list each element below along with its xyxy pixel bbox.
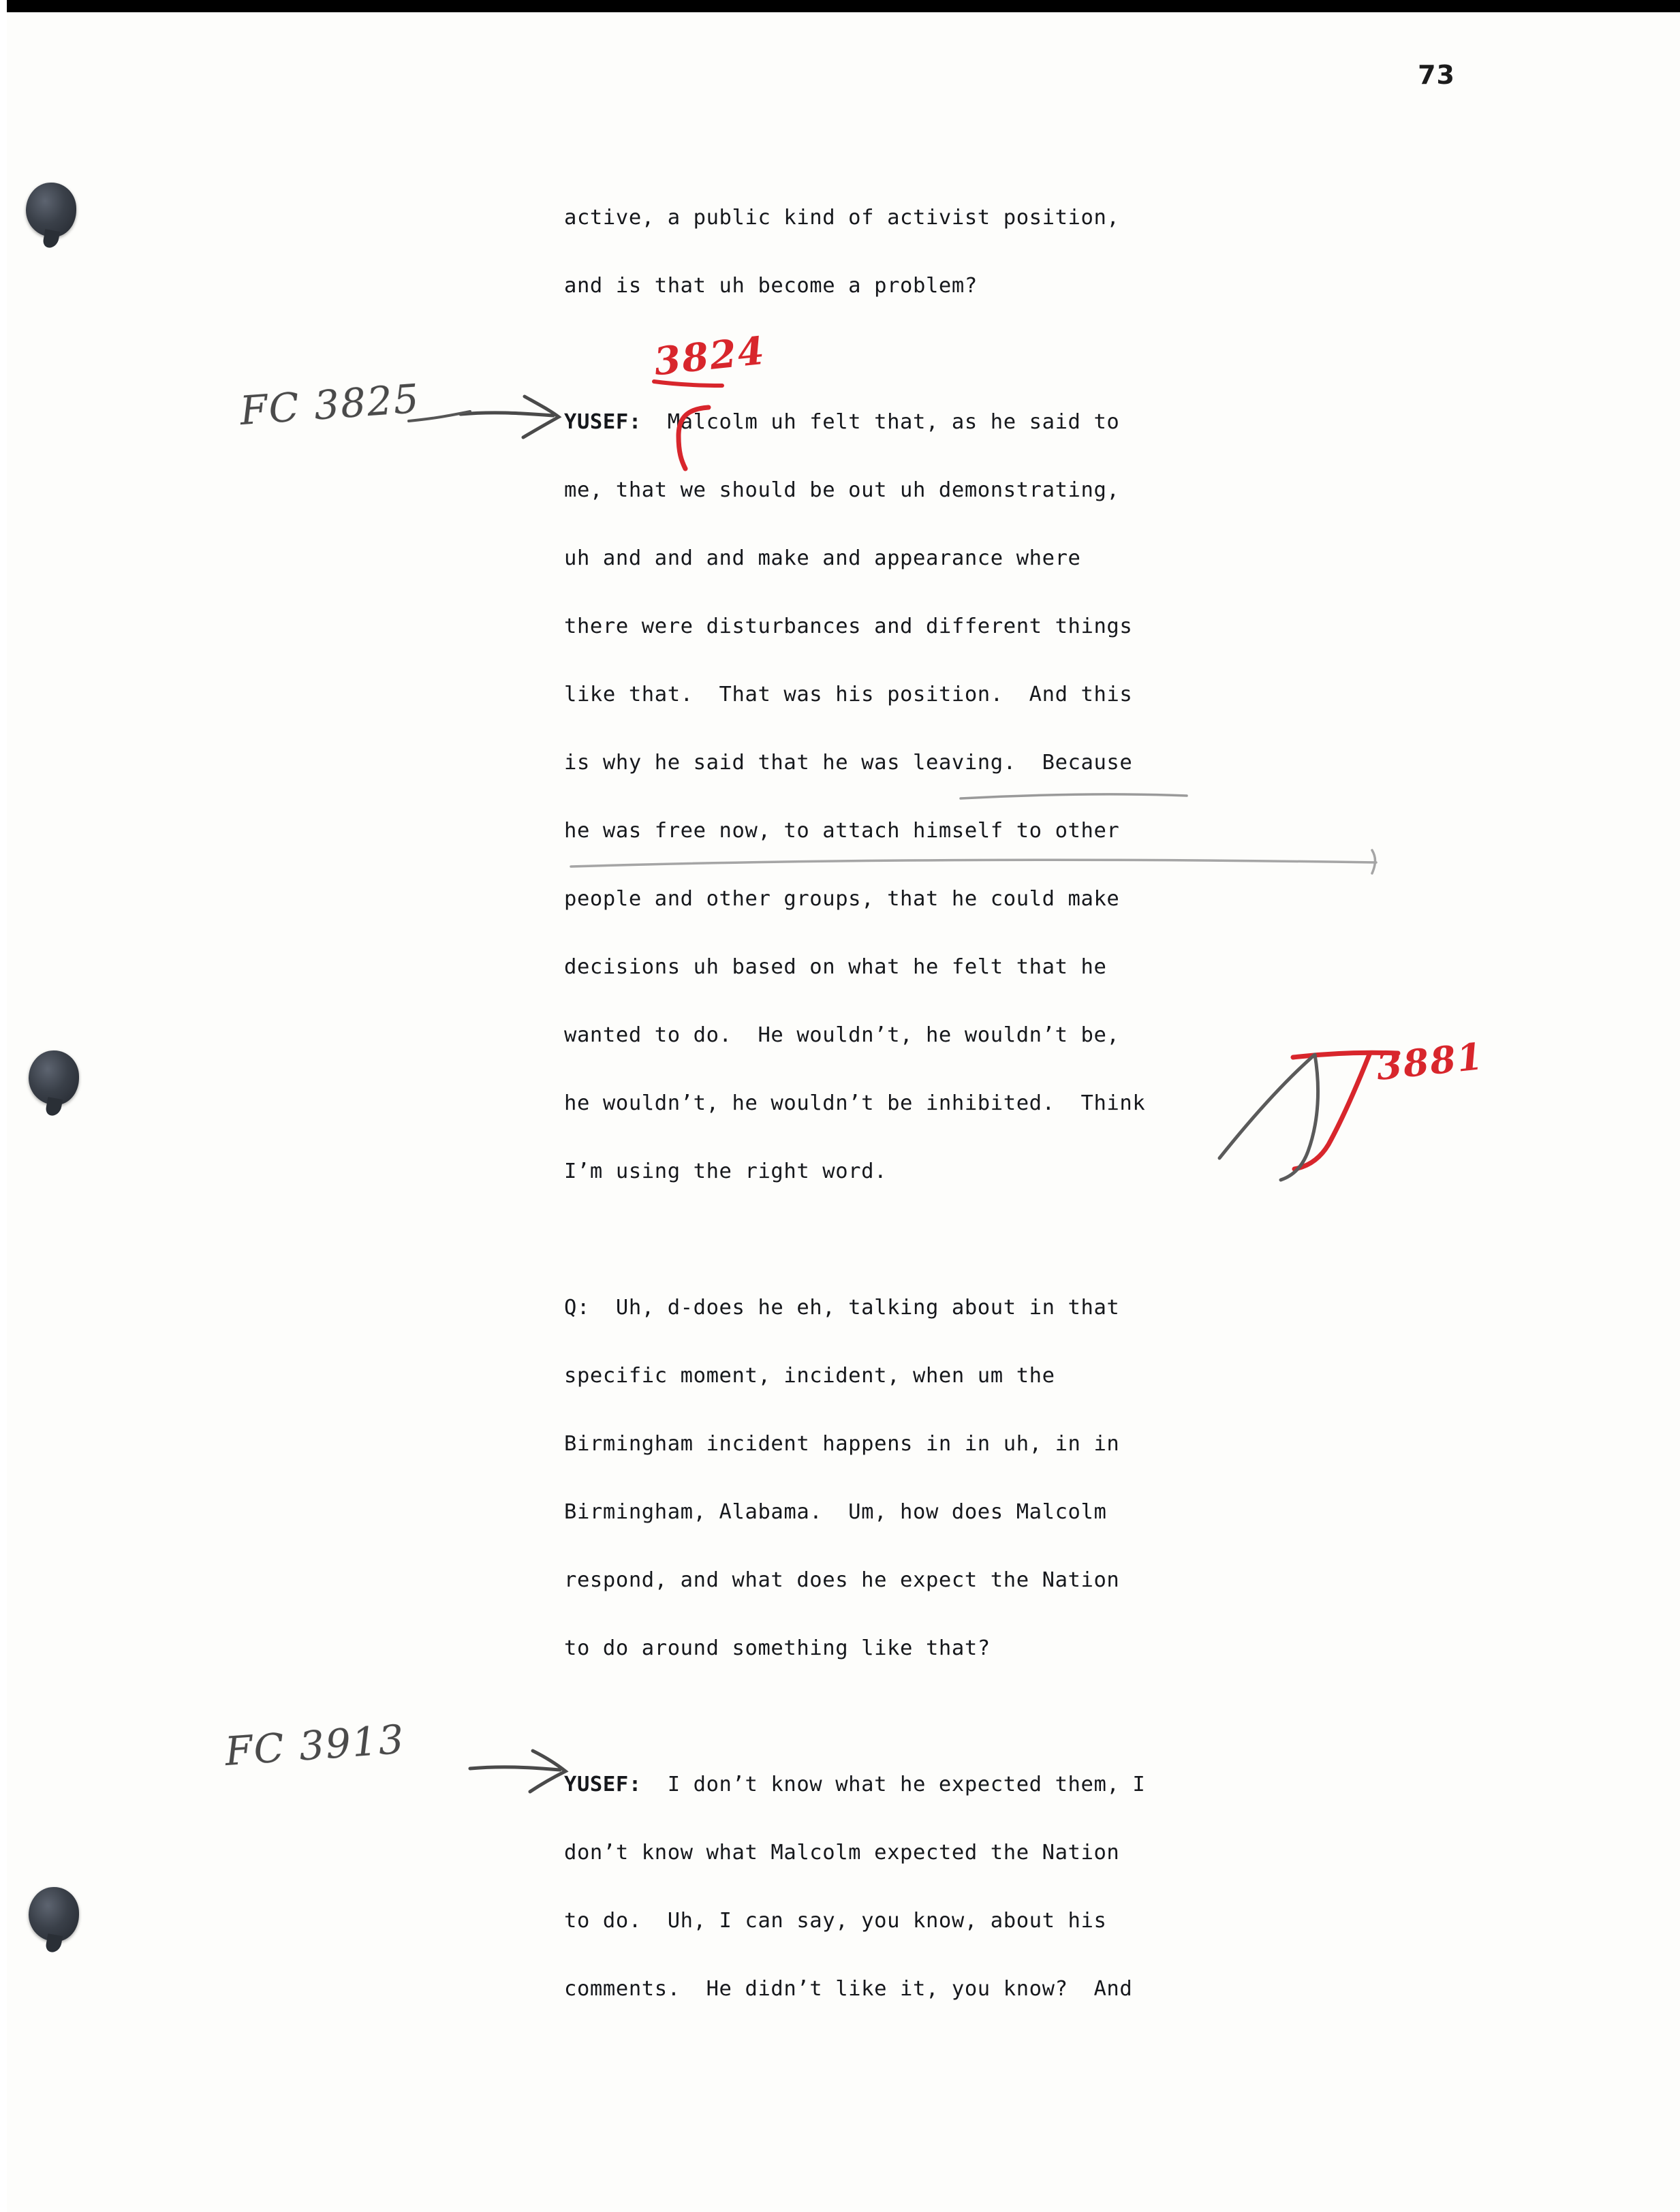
transcript-line: to do. Uh, I can say, you know, about his [564,1909,1107,1933]
transcript-line: is why he said that he was leaving. Because [564,751,1133,775]
transcript-line: respond, and what does he expect the Nation [564,1568,1120,1592]
transcript-line: like that. That was his position. And this [564,683,1133,706]
handwritten-annotation-3881: 3881 [1374,1033,1487,1089]
transcript-line: to do around something like that? [564,1636,991,1660]
transcript-line: Q: Uh, d-does he eh, talking about in that [564,1296,1120,1320]
transcript-line: decisions uh based on what he felt that he [564,955,1107,979]
transcript-line: Birmingham, Alabama. Um, how does Malcolm [564,1500,1107,1524]
binder-punch-hole [29,1050,79,1105]
transcript-line: he was free now, to attach himself to other [564,819,1120,843]
transcript-line-speaker [564,1751,1477,1819]
transcript-line: there were disturbances and different things [564,614,1133,638]
transcript-line-speaker [564,388,1477,456]
transcript-line: he wouldn’t, he wouldn’t be inhibited. Think [564,1091,1146,1115]
scan-edge-top [0,0,1680,12]
transcript-line: uh and and and make and appearance where [564,546,1081,570]
transcript-line: wanted to do. He wouldn’t, he wouldn’t be, [564,1023,1120,1047]
transcript-line: I’m using the right word. [564,1159,888,1183]
transcript-line: Birmingham incident happens in in uh, in in [564,1432,1120,1456]
transcript-line: and is that uh become a problem? [564,274,978,298]
transcript-line: people and other groups, that he could make [564,887,1120,911]
handwritten-annotation-fc3913: FC 3913 [223,1715,407,1775]
handwritten-annotation-fc3825: FC 3825 [238,375,422,435]
transcript-line: comments. He didn’t like it, you know? And [564,1977,1133,2001]
transcript-blank-line [564,1206,1477,1274]
scan-edge-left [0,0,7,2212]
transcript-line: specific moment, incident, when um the [564,1364,1055,1388]
speaker-label: YUSEF: [564,1773,642,1796]
transcript-blank-line [564,1683,1477,1751]
speaker-label: YUSEF: [564,410,642,434]
transcript-line-text: Malcolm uh felt that, as he said to [641,410,1120,434]
transcript-line: active, a public kind of activist position, [564,206,1120,230]
page-number: 73 [1418,60,1455,90]
binder-punch-hole [29,1887,79,1942]
transcript-body [564,184,1477,2023]
transcript-line: me, that we should be out uh demonstrating, [564,478,1120,502]
pencil-arrow-upper [409,396,559,437]
pencil-arrow-lower [470,1751,565,1792]
transcript-line: don’t know what Malcolm expected the Nation [564,1841,1120,1865]
handwritten-annotation-3824: 3824 [651,328,768,385]
binder-punch-hole [26,183,76,237]
transcript-blank-line [564,320,1477,388]
transcript-line-text: I don’t know what he expected them, I [641,1773,1146,1796]
